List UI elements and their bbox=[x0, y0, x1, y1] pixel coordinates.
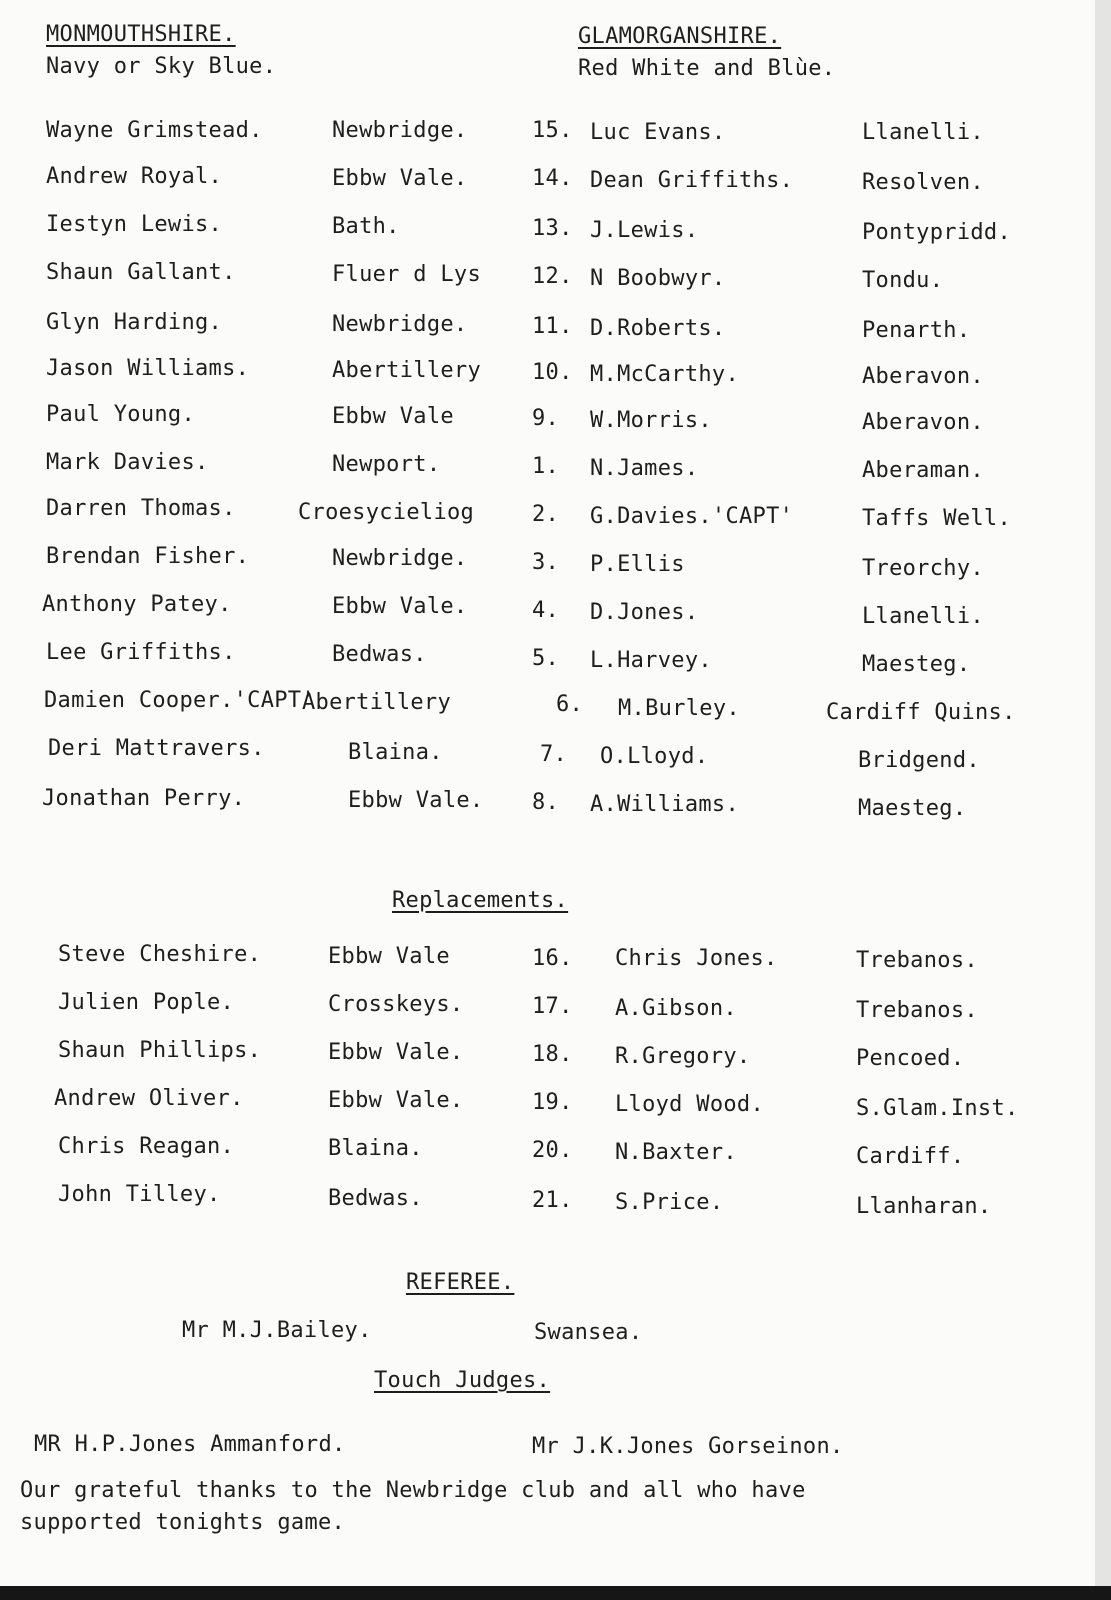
mon-player-name: John Tilley. bbox=[58, 1182, 221, 1207]
glam-player-name: O.Lloyd. bbox=[600, 744, 709, 769]
glam-player-club: Aberavon. bbox=[862, 364, 984, 389]
position-number: 11. bbox=[532, 314, 573, 339]
mon-player-club: Ebbw Vale bbox=[328, 944, 450, 969]
position-number: 19. bbox=[532, 1090, 573, 1115]
glam-player-club: Aberavon. bbox=[862, 410, 984, 435]
position-number: 15. bbox=[532, 118, 573, 143]
mon-player-name: Paul Young. bbox=[46, 402, 195, 427]
position-number: 18. bbox=[532, 1042, 573, 1067]
glam-player-name: D.Jones. bbox=[590, 600, 699, 625]
glam-player-name: A.Gibson. bbox=[615, 996, 737, 1021]
glam-player-club: Llanharan. bbox=[856, 1194, 992, 1219]
glam-player-name: N.Baxter. bbox=[615, 1140, 737, 1165]
monmouthshire-colours: Navy or Sky Blue. bbox=[46, 54, 277, 79]
paper-edge bbox=[1095, 0, 1111, 1600]
referee-club: Swansea. bbox=[534, 1320, 643, 1345]
position-number: 12. bbox=[532, 264, 573, 289]
glam-player-club: Cardiff. bbox=[856, 1144, 965, 1169]
mon-player-club: Newbridge. bbox=[332, 312, 468, 337]
position-number: 7. bbox=[540, 742, 568, 767]
glam-player-club: Pencoed. bbox=[856, 1046, 965, 1071]
mon-player-club: Ebbw Vale. bbox=[332, 594, 468, 619]
glam-player-name: S.Price. bbox=[615, 1190, 724, 1215]
glam-player-club: Resolven. bbox=[862, 170, 984, 195]
mon-player-name: Andrew Oliver. bbox=[54, 1086, 244, 1111]
mon-player-club: Abertillery bbox=[302, 690, 451, 715]
mon-player-club: Newport. bbox=[332, 452, 441, 477]
position-number: 10. bbox=[532, 360, 573, 385]
glam-player-name: L.Harvey. bbox=[590, 648, 712, 673]
mon-player-name: Lee Griffiths. bbox=[46, 640, 236, 665]
glam-player-name: Dean Griffiths. bbox=[590, 168, 794, 193]
position-number: 1. bbox=[532, 454, 560, 479]
position-number: 14. bbox=[532, 166, 573, 191]
glam-player-name: Chris Jones. bbox=[615, 946, 778, 971]
replacements-heading: Replacements. bbox=[392, 888, 569, 913]
mon-player-name: Brendan Fisher. bbox=[46, 544, 250, 569]
thanks-line-2: supported tonights game. bbox=[20, 1510, 346, 1535]
scan-border bbox=[0, 1586, 1111, 1600]
mon-player-name: Julien Pople. bbox=[58, 990, 235, 1015]
mon-player-club: Newbridge. bbox=[332, 118, 468, 143]
glam-player-club: Tondu. bbox=[862, 268, 944, 293]
glam-player-club: Maesteg. bbox=[858, 796, 967, 821]
glam-player-club: Llanelli. bbox=[862, 604, 984, 629]
mon-player-name: Darren Thomas. bbox=[46, 496, 236, 521]
position-number: 3. bbox=[532, 550, 560, 575]
position-number: 9. bbox=[532, 406, 560, 431]
referee-name: Mr M.J.Bailey. bbox=[182, 1318, 372, 1343]
mon-player-club: Ebbw Vale. bbox=[328, 1040, 464, 1065]
glam-player-name: R.Gregory. bbox=[615, 1044, 751, 1069]
position-number: 4. bbox=[532, 598, 560, 623]
mon-player-name: Mark Davies. bbox=[46, 450, 209, 475]
glam-player-name: Luc Evans. bbox=[590, 120, 726, 145]
glam-player-name: N Boobwyr. bbox=[590, 266, 726, 291]
glam-player-club: S.Glam.Inst. bbox=[856, 1096, 1019, 1121]
glam-player-name: M.Burley. bbox=[618, 696, 740, 721]
mon-player-name: Shaun Phillips. bbox=[58, 1038, 262, 1063]
mon-player-club: Blaina. bbox=[328, 1136, 423, 1161]
mon-player-name: Wayne Grimstead. bbox=[46, 118, 263, 143]
glam-player-club: Pontypridd. bbox=[862, 220, 1011, 245]
mon-player-club: Crosskeys. bbox=[328, 992, 464, 1017]
mon-player-name: Anthony Patey. bbox=[42, 592, 232, 617]
mon-player-name: Damien Cooper.'CAPT' bbox=[44, 688, 315, 713]
monmouthshire-heading: MONMOUTHSHIRE. bbox=[46, 22, 236, 47]
mon-player-club: Fluer d Lys bbox=[332, 262, 481, 287]
mon-player-club: Ebbw Vale. bbox=[328, 1088, 464, 1113]
position-number: 20. bbox=[532, 1138, 573, 1163]
glam-player-name: G.Davies.'CAPT' bbox=[590, 504, 794, 529]
touch-judges-heading: Touch Judges. bbox=[374, 1368, 551, 1393]
glam-player-club: Treorchy. bbox=[862, 556, 984, 581]
glam-player-name: Lloyd Wood. bbox=[615, 1092, 764, 1117]
position-number: 6. bbox=[556, 692, 584, 717]
mon-player-club: Croesycieliog bbox=[298, 500, 475, 525]
glam-player-name: J.Lewis. bbox=[590, 218, 699, 243]
position-number: 13. bbox=[532, 216, 573, 241]
glam-player-name: D.Roberts. bbox=[590, 316, 726, 341]
position-number: 16. bbox=[532, 946, 573, 971]
mon-player-name: Jason Williams. bbox=[46, 356, 250, 381]
mon-player-club: Bedwas. bbox=[332, 642, 427, 667]
position-number: 2. bbox=[532, 502, 560, 527]
mon-player-name: Iestyn Lewis. bbox=[46, 212, 223, 237]
glam-player-club: Taffs Well. bbox=[862, 506, 1011, 531]
glam-player-club: Llanelli. bbox=[862, 120, 984, 145]
glam-player-club: Aberaman. bbox=[862, 458, 984, 483]
mon-player-name: Deri Mattravers. bbox=[48, 736, 265, 761]
mon-player-club: Newbridge. bbox=[332, 546, 468, 571]
thanks-line-1: Our grateful thanks to the Newbridge club and all who have bbox=[20, 1478, 806, 1503]
touch-judge-second: Mr J.K.Jones Gorseinon. bbox=[532, 1434, 844, 1459]
mon-player-club: Ebbw Vale. bbox=[332, 166, 468, 191]
glam-player-name: W.Morris. bbox=[590, 408, 712, 433]
glam-player-club: Penarth. bbox=[862, 318, 971, 343]
glam-player-club: Maesteg. bbox=[862, 652, 971, 677]
mon-player-name: Steve Cheshire. bbox=[58, 942, 262, 967]
position-number: 17. bbox=[532, 994, 573, 1019]
mon-player-club: Ebbw Vale. bbox=[348, 788, 484, 813]
mon-player-club: Bath. bbox=[332, 214, 400, 239]
mon-player-name: Andrew Royal. bbox=[46, 164, 223, 189]
glam-player-name: N.James. bbox=[590, 456, 699, 481]
position-number: 8. bbox=[532, 790, 560, 815]
mon-player-name: Jonathan Perry. bbox=[42, 786, 246, 811]
glam-player-club: Trebanos. bbox=[856, 998, 978, 1023]
mon-player-club: Ebbw Vale bbox=[332, 404, 454, 429]
glam-player-club: Cardiff Quins. bbox=[826, 700, 1016, 725]
mon-player-name: Shaun Gallant. bbox=[46, 260, 236, 285]
referee-heading: REFEREE. bbox=[406, 1270, 515, 1295]
glam-player-club: Bridgend. bbox=[858, 748, 980, 773]
position-number: 5. bbox=[532, 646, 560, 671]
position-number: 21. bbox=[532, 1188, 573, 1213]
glam-player-club: Trebanos. bbox=[856, 948, 978, 973]
touch-judge-first: MR H.P.Jones Ammanford. bbox=[34, 1432, 346, 1457]
glam-player-name: A.Williams. bbox=[590, 792, 739, 817]
glam-player-name: P.Ellis bbox=[590, 552, 685, 577]
glamorganshire-heading: GLAMORGANSHIRE. bbox=[578, 24, 782, 49]
mon-player-name: Glyn Harding. bbox=[46, 310, 223, 335]
mon-player-club: Abertillery bbox=[332, 358, 481, 383]
mon-player-club: Bedwas. bbox=[328, 1186, 423, 1211]
mon-player-name: Chris Reagan. bbox=[58, 1134, 235, 1159]
glamorganshire-colours: Red White and Blùe. bbox=[578, 56, 836, 81]
glam-player-name: M.McCarthy. bbox=[590, 362, 739, 387]
mon-player-club: Blaina. bbox=[348, 740, 443, 765]
